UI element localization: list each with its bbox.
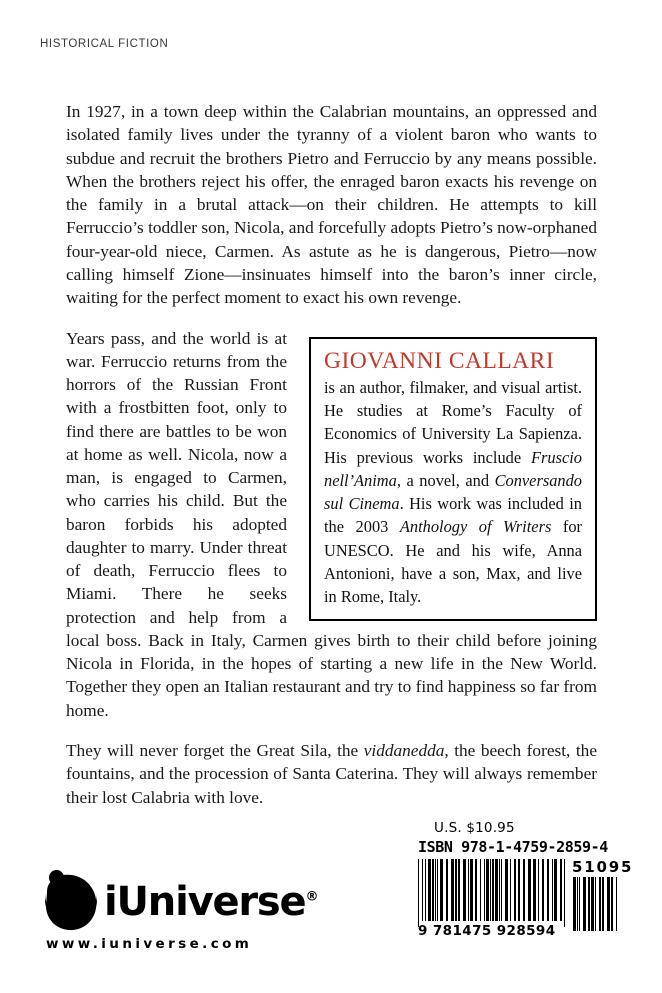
- author-bio-text: [324, 378, 582, 606]
- blurb-paragraph-3: [66, 739, 597, 809]
- publisher-name: iUniverse: [104, 879, 306, 925]
- ean13-digits: 9 781475 928594: [418, 923, 556, 939]
- blurb-italic-term: viddanedda: [363, 741, 445, 761]
- author-work-title-1: Fruscio nell’Anima: [324, 447, 582, 490]
- publisher-wordmark: [104, 879, 319, 925]
- ean5-addon-barcode: [573, 877, 619, 931]
- author-bio-segment-2: , a novel, and: [396, 470, 495, 490]
- author-bio-segment-1: is an author, filmaker, and visual artist. He studies at Rome’s Faculty of Economics of University La Sapienza. His previous works include: [324, 377, 582, 467]
- author-name: GIOVANNI CALLARI: [324, 347, 555, 374]
- cover-footer: [0, 800, 662, 993]
- barcode-graphics: [418, 858, 634, 945]
- blurb-paragraph-2-with-author-box: [66, 327, 597, 722]
- author-bio-segment-4: for UNESCO. He and his wife, Anna Antonioni, have a son, Max, and live in Rome, Italy.: [324, 517, 582, 607]
- price-label: U.S. $10.95: [434, 820, 515, 836]
- blurb-paragraph-2-text: Years pass, and the world is at war. Ferruccio returns from the horrors of the Russian Front with a frostbitten foot, only to find there are battles to be won at home as well. Nicola, now a man, is engaged to Carmen, who carries his child. But the baron forbids his adopted daughter to marry. Under threat of death, Ferruccio flees to Miami. There he seeks protection and help from a local boss. Back in Italy, Carmen gives birth to their child before joining Nicola in Florida, in the hopes of starting a new life in the New World. Together they open an Italian restaurant and try to find happiness so far from home.: [66, 328, 597, 720]
- book-description: [66, 100, 597, 809]
- blurb-paragraph-3-segment-1: They will never forget the Great Sila, the: [66, 741, 364, 761]
- author-bio-box: [309, 337, 597, 622]
- author-work-title-3: Anthology of Writers: [399, 517, 552, 537]
- barcode-block: [418, 820, 634, 945]
- author-work-title-2: Conversando sul Cinema: [324, 470, 582, 514]
- ean13-barcode: [418, 859, 566, 925]
- blurb-paragraph-3-segment-2: , the beech forest, the fountains, and the procession of Santa Caterina. They will always remember their lost Calabria with love.: [66, 741, 597, 807]
- registered-trademark-icon: ®: [305, 889, 319, 905]
- iuniverse-crescent-logo-icon: [42, 870, 100, 932]
- publisher-website[interactable]: www.iuniverse.com: [46, 936, 253, 952]
- blurb-paragraph-1: In 1927, in a town deep within the Calabrian mountains, an oppressed and isolated family lives under the tyranny of a violent baron who wants to subdue and recruit the brothers Pietro and Ferruccio by any means possible. When the brothers reject his offer, the enraged baron exacts his revenge on the family in a brutal attack—on their children. He attempts to kill Ferruccio’s toddler son, Nicola, and forcefully adopts Pietro’s now-orphaned four-year-old niece, Carmen. As astute as he is dangerous, Pietro—now calling himself Zione—insinuates himself into the baron’s inner circle, waiting for the perfect moment to exact his own revenge.: [66, 102, 597, 307]
- ean5-addon-digits: 51095: [572, 858, 634, 876]
- publisher-logo: [42, 868, 319, 968]
- isbn-label: ISBN 978-1-4759-2859-4: [418, 838, 608, 856]
- genre-category-label: HISTORICAL FICTION: [40, 38, 169, 50]
- author-bio-segment-3: . His work was included in the 2003: [324, 494, 582, 537]
